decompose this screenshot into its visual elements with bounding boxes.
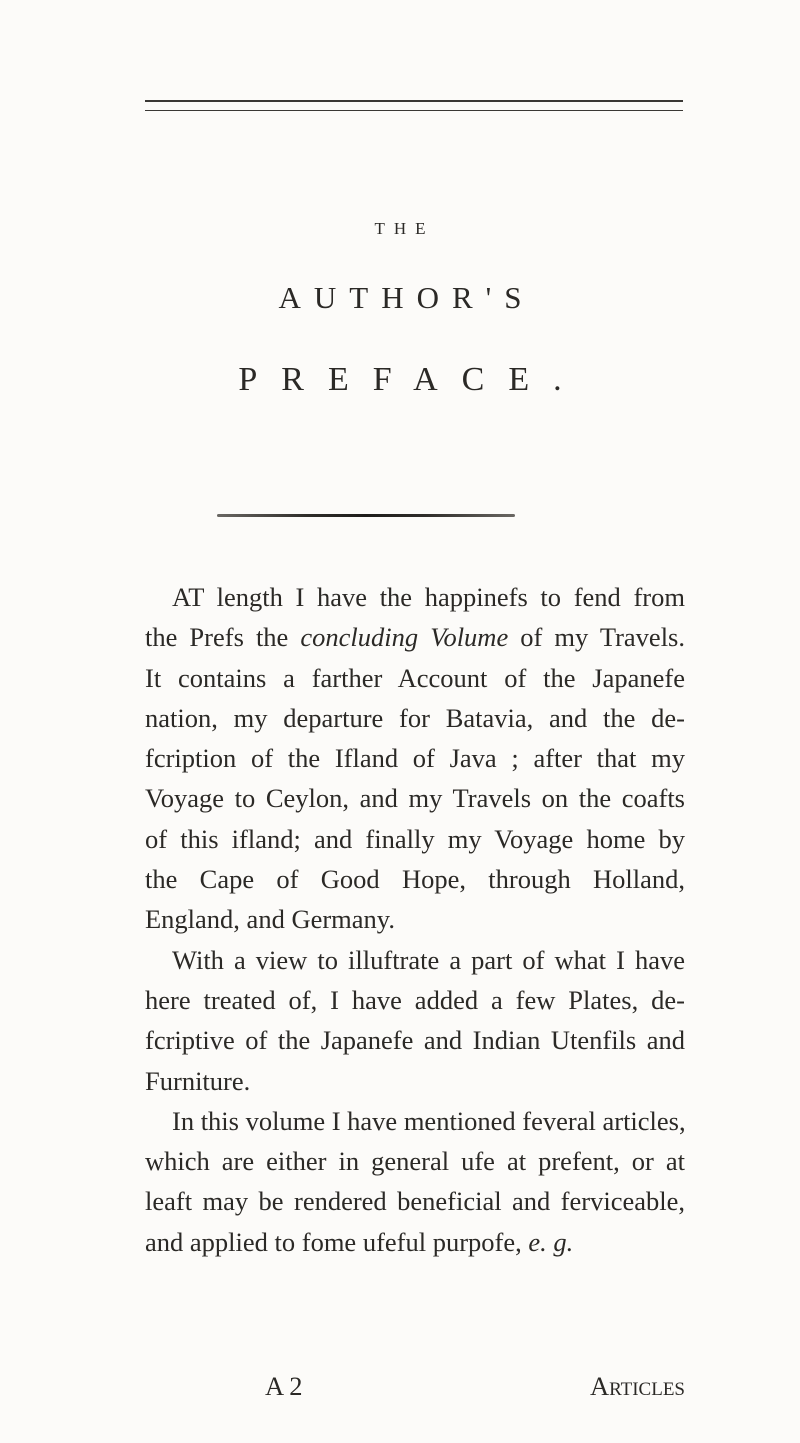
text-span: the Prefs the — [145, 622, 301, 653]
top-rule-thin — [145, 110, 683, 111]
paragraph-1-line-2 — [145, 617, 685, 657]
text-span: of my Travels. — [508, 622, 685, 653]
section-divider — [217, 514, 515, 517]
preface-body — [145, 577, 685, 1262]
paragraph-1-line-5: fcription of the Ifland of Java ; after that my — [145, 743, 685, 774]
paragraph-1-line-4: nation, my departure for Batavia, and the de- — [145, 702, 685, 733]
text-span: and applied to fome ufeful purpofe, — [145, 1226, 529, 1257]
italic-title: concluding Volume — [300, 622, 509, 653]
paragraph-1-line-7: of this ifland; and finally my Voyage home by — [145, 823, 685, 854]
paragraph-1-line-8: the Cape of Good Hope, through Holland, — [145, 864, 685, 895]
paragraph-3-line-4 — [145, 1222, 685, 1262]
catchword: Articles — [589, 1371, 685, 1401]
paragraph-2-line-1: With a view to illuftrate a part of what I have — [172, 944, 685, 975]
paragraph-2-line-4: Furniture. — [145, 1065, 251, 1096]
paragraph-3-line-1: In this volume I have mentioned feveral articles, — [172, 1105, 686, 1136]
paragraph-3-line-2: which are either in general ufe at prefent, or at — [145, 1146, 685, 1177]
paragraph-1-line-3: It contains a farther Account of the Japanefe — [145, 662, 685, 693]
paragraph-1-line-6: Voyage to Ceylon, and my Travels on the coafts — [145, 783, 685, 814]
paragraph-2-line-2: here treated of, I have added a few Plates, de- — [145, 984, 685, 1015]
title-the: THE — [374, 219, 435, 238]
italic-abbreviation: e. g. — [528, 1226, 574, 1257]
paragraph-2-line-3: fcriptive of the Japanefe and Indian Utenfils and — [145, 1025, 685, 1056]
top-rule — [145, 100, 683, 102]
signature-mark: A 2 — [265, 1371, 303, 1401]
paragraph-1-line-1: AT length I have the happinefs to fend from — [172, 582, 685, 612]
paragraph-1-line-9: England, and Germany. — [145, 904, 395, 935]
paragraph-3-line-3: leaft may be rendered beneficial and ferviceable, — [145, 1186, 685, 1217]
title-preface: PREFACE. — [238, 361, 586, 398]
title-authors: AUTHOR'S — [278, 280, 535, 315]
